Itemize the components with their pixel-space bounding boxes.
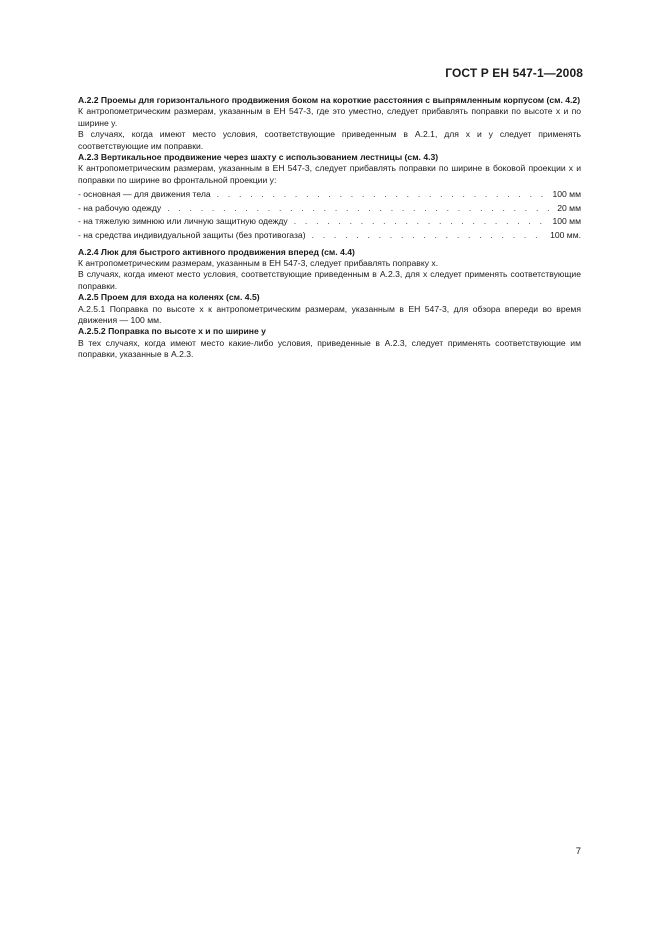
list-item bbox=[78, 216, 581, 230]
body-paragraph: К антропометрическим размерам, указанным в ЕН 547-3, где это уместно, следует прибавлять поправки по высоте x и по ширине y. bbox=[78, 106, 581, 128]
body-paragraph: В случаях, когда имеют место условия, соответствующие приведенным в А.2.3, для x следует применять соответствующие поправки. bbox=[78, 269, 581, 291]
list-item bbox=[78, 203, 581, 217]
allowance-value: 100 мм. bbox=[550, 230, 581, 241]
leader-dots bbox=[312, 230, 545, 241]
allowance-value: 100 мм bbox=[552, 216, 581, 227]
list-item bbox=[78, 189, 581, 203]
allowance-value: 100 мм bbox=[552, 189, 581, 200]
section-heading: А.2.5 Проем для входа на коленях (см. 4.5) bbox=[78, 292, 260, 303]
section-heading: А.2.2 Проемы для горизонтального продвижения боком на короткие расстояния с выпрямленным корпусом (см. 4.2) bbox=[78, 95, 581, 105]
allowance-value: 20 мм bbox=[557, 202, 581, 213]
sections-before-list bbox=[78, 95, 581, 186]
allowance-label: - на средства индивидуальной защиты (без противогаза) bbox=[78, 230, 306, 241]
leader-dots bbox=[217, 189, 547, 200]
list-item bbox=[78, 230, 581, 244]
body-paragraph: В случаях, когда имеют место условия, соответствующие приведенным в А.2.1, для x и y следует применять соответствующие им поправки. bbox=[78, 129, 581, 151]
leader-dots bbox=[294, 216, 547, 227]
section-heading: А.2.3 Вертикальное продвижение через шахту с использованием лестницы (см. 4.3) bbox=[78, 152, 439, 163]
leader-dots bbox=[167, 203, 551, 214]
allowance-list bbox=[78, 189, 581, 243]
allowance-label: - на тяжелую зимнюю или личную защитную одежду bbox=[78, 216, 288, 227]
sections-after-list bbox=[78, 247, 581, 361]
body-paragraph: К антропометрическим размерам, указанным в ЕН 547-3, следует прибавлять поправки по ширине в боковой проекции x и поправки по ширине во фронтальной проекции y: bbox=[78, 163, 581, 185]
section-heading: А.2.4 Люк для быстрого активного продвижения вперед (см. 4.4) bbox=[78, 246, 355, 257]
allowance-label: - основная — для движения тела bbox=[78, 189, 211, 200]
body-paragraph: В тех случаях, когда имеют место какие-либо условия, приведенные в А.2.3, следует применять соответствующие им поправки, указанные в А.2.3. bbox=[78, 337, 581, 360]
document-body bbox=[78, 95, 581, 361]
body-paragraph: А.2.5.1 Поправка по высоте x к антропометрическим размерам, указанным в ЕН 547-3, для обзора впереди во время движения — 100 мм. bbox=[78, 303, 581, 326]
page-number: 7 bbox=[575, 846, 581, 857]
allowance-label: - на рабочую одежду bbox=[78, 202, 162, 213]
document-code: ГОСТ Р ЕН 547-1—2008 bbox=[445, 66, 583, 80]
body-paragraph: К антропометрическим размерам, указанным в ЕН 547-3, следует прибавлять поправку x. bbox=[78, 258, 439, 269]
section-heading: А.2.5.2 Поправка по высоте x и по ширине y bbox=[78, 326, 266, 337]
